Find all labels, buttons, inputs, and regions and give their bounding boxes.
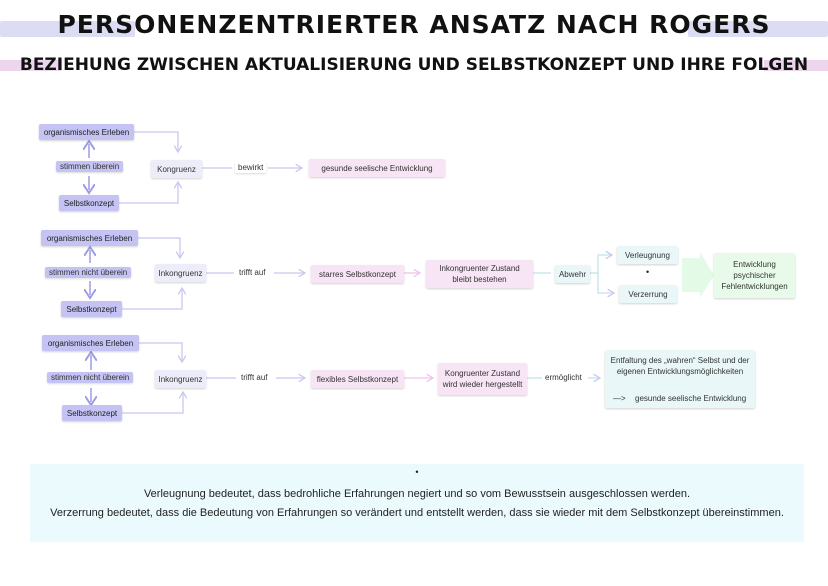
row2-inkongruenz-box: Inkongruenz (155, 264, 206, 282)
row2-verleugnung-box: Verleugnung (617, 246, 678, 264)
row2-dot: • (646, 267, 650, 277)
page-title: PERSONENZENTRIERTER ANSATZ NACH ROGERS (57, 10, 771, 39)
row3-entfaltung-text: Entfaltung des „wahren“ Selbst und der eigenen Entwicklungsmöglichkeiten (610, 356, 750, 376)
row1-result-box: gesunde seelische Entwicklung (309, 159, 445, 177)
row3-flexibles-selbstkonzept-box: flexibles Selbstkonzept (311, 370, 404, 388)
row3-result-text: gesunde seelische Entwicklung (635, 394, 747, 403)
note-verleugnung: Verleugnung bedeutet, dass bedrohliche Erfahrungen negiert und so vom Bewusstsein ausgeschlossen werden. (143, 488, 691, 500)
row1-relation-label: stimmen überein (56, 161, 123, 172)
note-bullet: • (415, 467, 419, 477)
row2-starres-selbstkonzept-box: starres Selbstkonzept (311, 265, 404, 283)
row2-fehlentwicklungen-box: Entwicklung psychischer Fehlentwicklungen (714, 253, 795, 298)
row3-selbstkonzept-box: Selbstkonzept (62, 405, 122, 421)
row2-verzerrung-box: Verzerrung (619, 285, 677, 303)
definition-note (30, 464, 804, 542)
row3-entfaltung-box (605, 350, 755, 408)
row3-arrow-symbol: —> (613, 394, 626, 403)
row2-erleben-box: organismisches Erleben (41, 230, 138, 246)
row3-zustand-box: Kongruenter Zustand wird wieder hergestellt (438, 363, 527, 395)
page-subtitle: BEZIEHUNG ZWISCHEN AKTUALISIERUNG UND SELBSTKONZEPT UND IHRE FOLGEN (19, 55, 809, 75)
row1-erleben-box: organismisches Erleben (39, 124, 134, 140)
row2-selbstkonzept-box: Selbstkonzept (61, 301, 122, 317)
row3-trifft-auf-label: trifft auf (241, 373, 268, 382)
row1-bewirkt-label: bewirkt (235, 162, 266, 173)
row3-relation-label: stimmen nicht überein (47, 372, 133, 383)
row2-abwehr-box: Abwehr (555, 265, 590, 283)
row2-zustand-box: Inkongruenter Zustand bleibt bestehen (426, 260, 533, 288)
row3-ermoeglicht-label: ermöglicht (545, 373, 582, 382)
row2-trifft-auf-label: trifft auf (239, 268, 266, 277)
row3-erleben-box: organismisches Erleben (42, 335, 139, 351)
big-green-arrow (682, 252, 714, 298)
row1-selbstkonzept-box: Selbstkonzept (59, 195, 119, 211)
note-verzerrung: Verzerrung bedeutet, dass die Bedeutung von Erfahrungen so verändert und entstellt werden, dass sie wieder mit dem Selbstkonzept übereinstimmen. (50, 507, 784, 519)
row2-relation-label: stimmen nicht überein (45, 267, 131, 278)
row1-kongruenz-box: Kongruenz (151, 160, 202, 178)
row3-inkongruenz-box: Inkongruenz (155, 370, 206, 388)
